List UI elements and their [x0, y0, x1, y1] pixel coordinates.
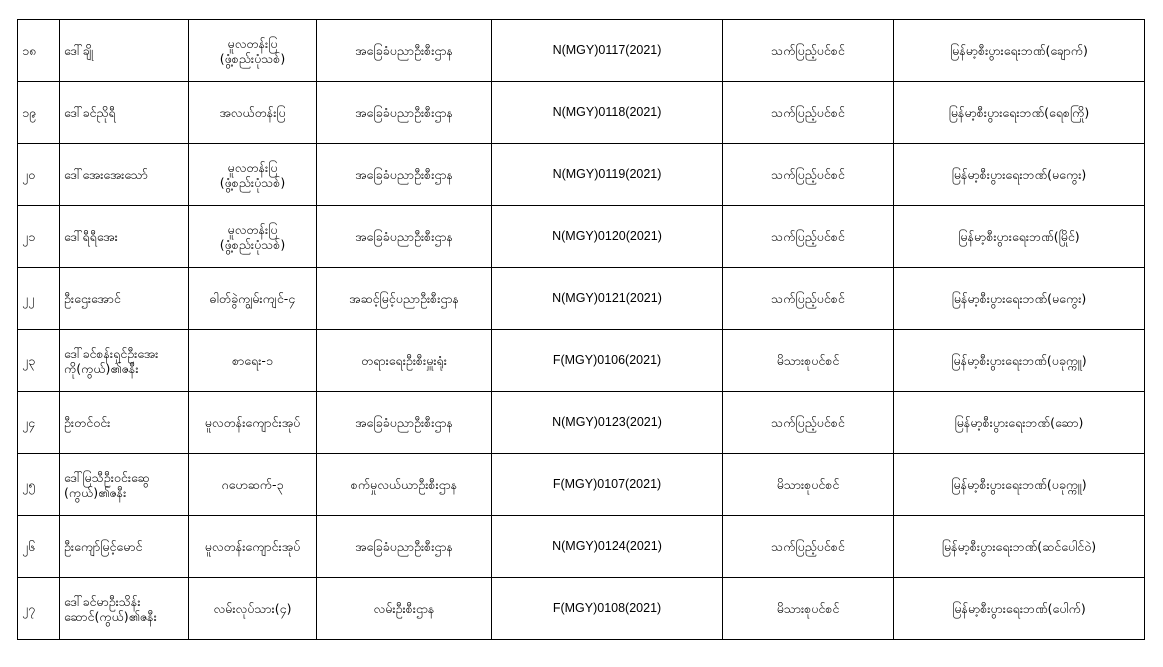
department-cell: တရားရေးဦးစီးမှူးရုံး: [317, 330, 492, 392]
pensioner-name-cell: ဒေါ်ခင်ညိုရီ: [60, 82, 189, 144]
table-row: [18, 516, 1145, 578]
rank-cell-line: ဂဟေဆက်-၃: [221, 477, 284, 492]
rank-cell-line: ဓါတ်ခွဲကျွမ်းကျင်-၄: [209, 291, 296, 306]
row-number-cell: ၂၇: [18, 578, 60, 640]
rank-cell-line: (ဖွံ့စည်းပုံသစ်): [219, 236, 286, 252]
table-row: [18, 20, 1145, 82]
pension-type-cell: သက်ပြည့်ပင်စင်: [723, 144, 894, 206]
pensioner-name-cell: ဒေါ်ချို: [60, 20, 189, 82]
pension-code-cell: N(MGY)0120(2021): [492, 206, 723, 268]
rank-cell: [189, 144, 317, 206]
rank-cell: [189, 268, 317, 330]
row-number-cell: ၂၀: [18, 144, 60, 206]
department-cell: အဆင့်မြင့်ပညာဦးစီးဌာန: [317, 268, 492, 330]
pensioner-name-cell: ဒေါ်ရီရီအေး: [60, 206, 189, 268]
pensioner-name-cell: ဒေါ်ခင်စန်းရှင်ဦးအေး ကို(ကွယ်)၏ဇနီး: [60, 330, 189, 392]
rank-cell-line: (ဖွံ့စည်းပုံသစ်): [219, 50, 286, 66]
pension-type-cell: သက်ပြည့်ပင်စင်: [723, 206, 894, 268]
department-cell: အခြေခံပညာဦးစီးဌာန: [317, 82, 492, 144]
table-row: [18, 268, 1145, 330]
row-number-cell: ၂၃: [18, 330, 60, 392]
department-cell: အခြေခံပညာဦးစီးဌာန: [317, 516, 492, 578]
rank-cell: [189, 20, 317, 82]
rank-cell-line: လမ်းလုပ်သား(၄): [213, 601, 292, 616]
table-row: [18, 454, 1145, 516]
pension-record-sheet: [17, 19, 1144, 639]
pension-code-cell: N(MGY)0124(2021): [492, 516, 723, 578]
table-row: [18, 392, 1145, 454]
row-number-cell: ၂၄: [18, 392, 60, 454]
bank-branch-cell: မြန်မာ့စီးပွားရေးဘဏ်(ပေါက်): [894, 578, 1145, 640]
department-cell: အခြေခံပညာဦးစီးဌာန: [317, 206, 492, 268]
rank-cell: [189, 330, 317, 392]
bank-branch-cell: မြန်မာ့စီးပွားရေးဘဏ်(ပခုက္ကူ): [894, 330, 1145, 392]
row-number-cell: ၂၁: [18, 206, 60, 268]
row-number-cell: ၂၅: [18, 454, 60, 516]
pension-code-cell: N(MGY)0119(2021): [492, 144, 723, 206]
rank-cell-line: မူလတန်းကျောင်းအုပ်: [204, 539, 301, 554]
pensioner-name-cell: ဒေါ်ခင်မာဦးသိန်း ဆောင်(ကွယ်)၏ဇနီး: [60, 578, 189, 640]
rank-cell: [189, 454, 317, 516]
pension-type-cell: မိသားစုပင်စင်: [723, 454, 894, 516]
pension-type-cell: သက်ပြည့်ပင်စင်: [723, 392, 894, 454]
table-body: [18, 20, 1145, 640]
bank-branch-cell: မြန်မာ့စီးပွားရေးဘဏ်(ရေစကြို): [894, 82, 1145, 144]
pension-type-cell: သက်ပြည့်ပင်စင်: [723, 82, 894, 144]
pensioner-name-cell: ဦးကျော်မြင့်မောင်: [60, 516, 189, 578]
department-cell: အခြေခံပညာဦးစီးဌာန: [317, 20, 492, 82]
pension-code-cell: F(MGY)0108(2021): [492, 578, 723, 640]
rank-cell-line: မူလတန်းကျောင်းအုပ်: [204, 415, 301, 430]
rank-cell: [189, 82, 317, 144]
table-row: [18, 330, 1145, 392]
rank-cell: [189, 392, 317, 454]
pension-code-cell: N(MGY)0118(2021): [492, 82, 723, 144]
pensioner-name-cell: ဒေါ်အေးအေးသော်: [60, 144, 189, 206]
pension-type-cell: မိသားစုပင်စင်: [723, 330, 894, 392]
pension-code-cell: N(MGY)0117(2021): [492, 20, 723, 82]
bank-branch-cell: မြန်မာ့စီးပွားရေးဘဏ်(မကွေး): [894, 144, 1145, 206]
rank-cell-line: (ဖွံ့စည်းပုံသစ်): [219, 174, 286, 190]
pension-code-cell: F(MGY)0107(2021): [492, 454, 723, 516]
bank-branch-cell: မြန်မာ့စီးပွားရေးဘဏ်(မကွေး): [894, 268, 1145, 330]
pensioner-name-cell: ဦးတင်ဝင်း: [60, 392, 189, 454]
table-row: [18, 82, 1145, 144]
bank-branch-cell: မြန်မာ့စီးပွားရေးဘဏ်(ချောက်): [894, 20, 1145, 82]
pension-type-cell: သက်ပြည့်ပင်စင်: [723, 20, 894, 82]
department-cell: လမ်းဦးစီးဌာန: [317, 578, 492, 640]
row-number-cell: ၁၉: [18, 82, 60, 144]
table-row: [18, 144, 1145, 206]
table-row: [18, 578, 1145, 640]
pension-records-table: [17, 19, 1145, 640]
pension-type-cell: မိသားစုပင်စင်: [723, 578, 894, 640]
pension-type-cell: သက်ပြည့်ပင်စင်: [723, 516, 894, 578]
department-cell: စက်မှုလယ်ယာဦးစီးဌာန: [317, 454, 492, 516]
row-number-cell: ၂၆: [18, 516, 60, 578]
pension-code-cell: N(MGY)0123(2021): [492, 392, 723, 454]
pension-type-cell: သက်ပြည့်ပင်စင်: [723, 268, 894, 330]
bank-branch-cell: မြန်မာ့စီးပွားရေးဘဏ်(မြိုင်): [894, 206, 1145, 268]
rank-cell-line: အလယ်တန်းပြ: [219, 105, 286, 120]
table-row: [18, 206, 1145, 268]
rank-cell: [189, 516, 317, 578]
bank-branch-cell: မြန်မာ့စီးပွားရေးဘဏ်(ဆင်ပေါင်ဝဲ): [894, 516, 1145, 578]
row-number-cell: ၁၈: [18, 20, 60, 82]
department-cell: အခြေခံပညာဦးစီးဌာန: [317, 392, 492, 454]
bank-branch-cell: မြန်မာ့စီးပွားရေးဘဏ်(ပခုက္ကူ): [894, 454, 1145, 516]
pensioner-name-cell: ဦးဌေးအောင်: [60, 268, 189, 330]
pensioner-name-cell: ဒေါ်မြသီဦးဝင်းဆွေ (ကွယ်)၏ဇနီး: [60, 454, 189, 516]
department-cell: အခြေခံပညာဦးစီးဌာန: [317, 144, 492, 206]
pension-code-cell: N(MGY)0121(2021): [492, 268, 723, 330]
rank-cell-line: မူလတန်းပြ: [227, 159, 278, 175]
rank-cell: [189, 578, 317, 640]
row-number-cell: ၂၂: [18, 268, 60, 330]
rank-cell: [189, 206, 317, 268]
bank-branch-cell: မြန်မာ့စီးပွားရေးဘဏ်(ဆော): [894, 392, 1145, 454]
rank-cell-line: မူလတန်းပြ: [227, 221, 278, 237]
rank-cell-line: မူလတန်းပြ: [227, 35, 278, 51]
rank-cell-line: စာရေး-၁: [232, 353, 273, 368]
pension-code-cell: F(MGY)0106(2021): [492, 330, 723, 392]
